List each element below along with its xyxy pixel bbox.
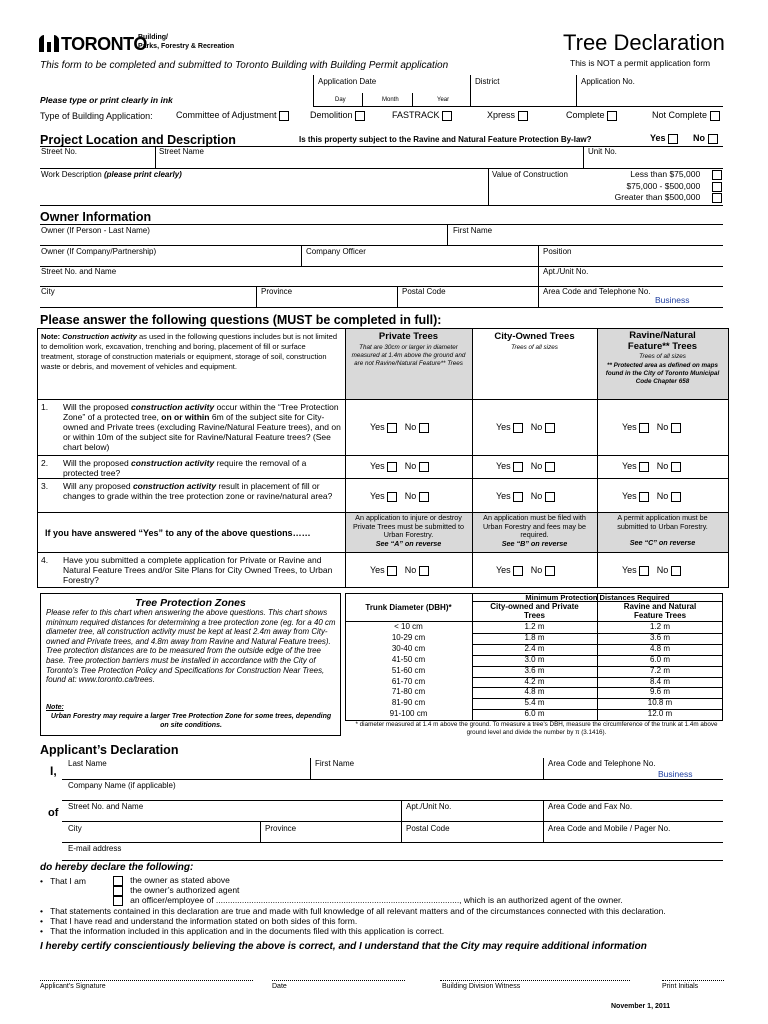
opt-officer [113, 895, 623, 906]
bullet-4: • That the information included in this application and in the documents filed with this application is correct. [40, 926, 445, 936]
ravine-yes-checkbox[interactable] [668, 134, 678, 144]
q2-number: 2. [41, 458, 49, 468]
applicant-first-name-label: First Name [315, 759, 355, 768]
city-distance-cell: 6.0 m [524, 709, 545, 719]
form-subtitle: This form to be completed and submitted to Toronto Building with Building Permit application [40, 60, 449, 71]
owner-province-label: Province [261, 287, 293, 296]
q4-number: 4. [41, 555, 49, 565]
q2-b: construction activity [131, 458, 215, 468]
opt-committee-label: Committee of Adjustment [176, 110, 277, 120]
city-distance-cell: 5.4 m [524, 698, 545, 708]
ravine-question: Is this property subject to the Ravine and Natural Feature Protection By-law? [299, 135, 592, 144]
q4-city-no-checkbox[interactable] [545, 566, 555, 576]
q3-city-yn [496, 491, 555, 502]
answer-private-see: See “A” on reverse [375, 538, 442, 548]
opt-fastrack[interactable] [392, 110, 452, 121]
q1-ravine-yn [622, 422, 681, 433]
col-private-title: Private Trees [378, 331, 439, 342]
ravine-distance-cell: 10.8 m [647, 698, 673, 708]
ravine-col-header: Ravine and Natural Feature Trees [623, 602, 697, 620]
q2-city-no-checkbox[interactable] [545, 462, 555, 472]
no-label: No [530, 422, 543, 432]
q1-ravine-no-checkbox[interactable] [671, 423, 681, 433]
initials-label: Print Initials [662, 983, 699, 990]
yes-label: Yes [622, 422, 637, 432]
ravine-no-checkbox[interactable] [708, 134, 718, 144]
no-label: No [656, 461, 669, 471]
trunk-diameter-cell: 91-100 cm [389, 709, 428, 719]
signature-label: Applicant’s Signature [40, 983, 106, 990]
toronto-logo [38, 33, 147, 55]
statement-2: That statements contained in this declaration are true and made with full knowledge of all relevant matters and of the circumstances connected with this declaration. [50, 906, 666, 916]
city-distance-cell: 2.4 m [524, 643, 545, 653]
q3-b: construction activity [132, 481, 217, 491]
min-distances-header: Minimum Protection Distances Required [525, 593, 670, 602]
q1-city-yes-checkbox[interactable] [513, 423, 523, 433]
not-permit-note: This is NOT a permit application form [570, 58, 711, 68]
q1-b: construction activity [131, 402, 215, 412]
no-label: No [404, 565, 417, 575]
applicant-i: I, [50, 764, 57, 778]
trunk-diameter-cell: 10-29 cm [391, 632, 426, 642]
note-label: Note: [41, 332, 61, 341]
q4-text: Have you submitted a complete application for Private or Ravine and Natural Feature Trees and/or Site Plans for City Owned Trees, to Urban Forestry? [63, 555, 333, 585]
xpress-checkbox[interactable] [518, 111, 528, 121]
applicant-mobile-label: Area Code and Mobile / Pager No. [548, 824, 671, 833]
trunk-diameter-cell: 81-90 cm [391, 698, 426, 708]
ravine-distance-cell: 1.2 m [649, 622, 670, 631]
work-desc-label [41, 170, 182, 179]
applicant-company-label: Company Name (if applicable) [68, 781, 176, 790]
opt-xpress-label: Xpress [487, 110, 516, 120]
no-label: No [656, 565, 669, 575]
no-label: No [404, 491, 417, 501]
yes-label: Yes [622, 491, 637, 501]
q4-private-yes-checkbox[interactable] [387, 566, 397, 576]
owner-postal-label: Postal Code [402, 287, 446, 296]
city-distance-cell: 4.8 m [524, 687, 545, 697]
complete-checkbox[interactable] [607, 111, 617, 121]
bullet-3: • That I have read and understand the information stated on both sides of this form. [40, 916, 358, 926]
bullet-1: • That I am [40, 876, 86, 886]
construction-note [41, 332, 339, 372]
if-yes-text: If you have answered “Yes” to any of the above questions…… [45, 528, 311, 538]
applicant-last-name-label: Last Name [68, 759, 107, 768]
applicant-postal-label: Postal Code [406, 824, 450, 833]
certify-statement: I hereby certify conscientiously believing the above is correct, and I understand that the City may require additional information [40, 941, 647, 952]
ravine-no[interactable] [693, 133, 718, 144]
page-title: Tree Declaration [563, 30, 725, 55]
q4-ravine-no-checkbox[interactable] [671, 566, 681, 576]
declare-heading: do hereby declare the following: [40, 862, 194, 873]
answer-ravine-see: See “C” on reverse [629, 538, 696, 547]
q4-city-yes-checkbox[interactable] [513, 566, 523, 576]
yes-label: Yes [622, 565, 637, 575]
opt-xpress[interactable] [487, 110, 528, 121]
applicant-business-label: Business [658, 769, 693, 779]
q1-number: 1. [41, 402, 49, 412]
yes-label: Yes [370, 565, 385, 575]
answer-private [346, 514, 471, 548]
zones-body: Please refer to this chart when answering the above questions. This chart shows minimum required distances for determining a tree protection zone (eg. for a 40 cm diameter tree, all construction activity must be kept at least 2.4m away from City-owned and Private trees, and 4.8m away from Ravine and Natural Feature trees). Tree protection distances are to be measured from the outside edge of the tree base. Tree protection barriers must be installed in accordance with the City of Toronto’s Tree Protection Policy and Specifications for Construction Near Trees, found at: www.toronto.ca/trees. [46, 608, 336, 685]
applicant-email-label: E-mail address [68, 844, 122, 853]
value-lt75-label: Less than $75,000 [630, 169, 701, 179]
applicant-street-label: Street No. and Name [68, 802, 144, 811]
no-label: No [530, 461, 543, 471]
opt-officer-label: an officer/employee of ......................................................................................................., which is an authorized agent of the owner. [130, 895, 623, 905]
city-distance-cell: 1.2 m [524, 622, 545, 631]
value-75-500-label: $75,000 - $500,000 [626, 181, 701, 191]
applicant-city-label: City [68, 824, 82, 833]
value-gt500-checkbox[interactable] [712, 193, 722, 203]
trunk-diameter-cell: 51-60 cm [391, 665, 426, 675]
ravine-distance-cell: 8.4 m [649, 676, 670, 686]
logo-wordmark: TORONTO [61, 34, 147, 54]
yes-label: Yes [496, 422, 511, 432]
witness-label: Building Division Witness [442, 983, 521, 990]
statement-3: That I have read and understand the information stated on both sides of this form. [50, 916, 358, 926]
col-private-sub: That are 30cm or larger in diameter measured at 1.4m above the ground and are not Ravine/Natural Feature** Trees [351, 344, 466, 367]
print-note: Please type or print clearly in ink [40, 95, 173, 105]
no-label: No [530, 565, 543, 575]
application-no-label: Application No. [581, 77, 635, 86]
value-gt500-label: Greater than $500,000 [614, 192, 701, 202]
note-text: as used in the following questions includes but is not limited to demolition work, excavation, trenching and boring, placement of fill or surface treatment, storage of construction materials or equipment, storage of soil, construction waste or debris, and movement of vehicles and equipment. [41, 332, 337, 371]
q2-ravine-no-checkbox[interactable] [671, 462, 681, 472]
city-distance-cell: 3.6 m [524, 665, 545, 675]
yes-label: Yes [496, 491, 511, 501]
q4-private-yn [370, 565, 429, 576]
q3-a: Will any proposed [63, 481, 131, 491]
district-label: District [475, 77, 500, 86]
city-distance-cell: 4.2 m [524, 676, 545, 686]
distance-footnote: * diameter measured at 1.4 m above the ground. To measure a tree’s DBH, measure the circumference of the trunk at 1.4m above ground level and divide the number by π (3.1416). [355, 721, 718, 736]
q3-city-no-checkbox[interactable] [545, 492, 555, 502]
q2-city-yn [496, 461, 555, 472]
q1-ravine-yes-checkbox[interactable] [639, 423, 649, 433]
q2-a: Will the proposed [63, 458, 129, 468]
col-ravine-title: Ravine/Natural Feature** Trees [627, 330, 698, 352]
q1-e: 6m of the subject site for City-owned and Private trees (excluding Ravine/Natural Feature trees), and on or within 10m of the subject site for Ravine/Natural Feature trees? (See chart below) [63, 412, 341, 452]
q1-text [63, 402, 341, 452]
q3-number: 3. [41, 481, 49, 491]
q3-ravine-yn [622, 491, 681, 502]
date-label: Date [272, 983, 287, 990]
col-city-sub: Trees of all sizes [511, 344, 558, 351]
ravine-yes[interactable] [650, 133, 678, 144]
opt-committee[interactable] [176, 110, 289, 121]
that-i-am: That I am [50, 876, 86, 886]
value-gt500[interactable] [615, 192, 722, 203]
applicant-phone-label: Area Code and Telephone No. [548, 759, 656, 768]
footer-date: November 1, 2011 [611, 1003, 671, 1010]
zones-note: Urban Forestry may require a larger Tree Protection Zone for some trees, depending on site conditions. [50, 713, 332, 729]
no-label: No [404, 461, 417, 471]
no-label: No [404, 422, 417, 432]
committee-checkbox[interactable] [279, 111, 289, 121]
yes-label: Yes [370, 461, 385, 471]
opt-demolition[interactable] [310, 110, 365, 121]
q3-city-yes-checkbox[interactable] [513, 492, 523, 502]
col-ravine-sub: Trees of all sizes [639, 353, 686, 360]
ravine-yes-label: Yes [650, 133, 666, 143]
officer-checkbox[interactable] [113, 896, 123, 906]
trunk-diameter-cell: 61-70 cm [391, 676, 426, 686]
q3-private-yn [370, 491, 429, 502]
date-month-label: Month [382, 97, 399, 103]
answer-city [473, 514, 596, 548]
unit-no-label: Unit No. [588, 147, 617, 156]
ravine-distance-cell: 7.2 m [649, 665, 670, 675]
opt-agent-label: the owner’s authorized agent [130, 885, 240, 895]
demolition-checkbox[interactable] [355, 111, 365, 121]
city-distance-cell: 3.0 m [524, 654, 545, 664]
answer-ravine-text: A permit application must be submitted to Urban Forestry. [617, 513, 708, 531]
q1-private-no-checkbox[interactable] [419, 423, 429, 433]
ravine-distance-cell: 12.0 m [647, 709, 673, 719]
application-date-label: Application Date [318, 77, 377, 86]
ravine-distance-cell: 3.6 m [649, 632, 670, 642]
q1-d: on or within [161, 412, 210, 422]
value-75-500[interactable] [626, 181, 722, 192]
opt-complete-label: Complete [566, 110, 605, 120]
applicant-of: of [48, 807, 59, 819]
bullet-2: • That statements contained in this declaration are true and made with full knowledge of all relevant matters and of the circumstances connected with this declaration. [40, 906, 666, 916]
date-year-label: Year [437, 97, 450, 103]
no-label: No [656, 422, 669, 432]
owner-street-label: Street No. and Name [41, 267, 117, 276]
applicant-fax-label: Area Code and Fax No. [548, 802, 633, 811]
q1-a: Will the proposed [63, 402, 129, 412]
yes-label: Yes [370, 491, 385, 501]
value-lt75[interactable] [630, 169, 722, 180]
trunk-col-header: Trunk Diameter (DBH)* [365, 603, 452, 612]
answer-ravine [598, 514, 727, 548]
q1-city-no-checkbox[interactable] [545, 423, 555, 433]
division-name [138, 33, 234, 51]
city-col-header: City-owned and Private Trees [490, 602, 579, 620]
q2-text [63, 458, 341, 478]
trunk-diameter-cell: 71-80 cm [391, 687, 426, 697]
q3-ravine-yes-checkbox[interactable] [639, 492, 649, 502]
q3-private-no-checkbox[interactable] [419, 492, 429, 502]
ravine-no-label: No [693, 133, 705, 143]
value-construction-label: Value of Construction [492, 170, 568, 179]
q1-city-yn [496, 422, 555, 433]
yes-label: Yes [496, 461, 511, 471]
city-hall-icon [38, 33, 60, 53]
trunk-diameter-cell: < 10 cm [394, 622, 423, 631]
q3-ravine-no-checkbox[interactable] [671, 492, 681, 502]
trunk-diameter-cell: 30-40 cm [391, 643, 426, 653]
ravine-distance-cell: 4.8 m [649, 643, 670, 653]
q1-private-yn [370, 422, 429, 433]
owner-first-name-label: First Name [453, 226, 493, 235]
ravine-distance-cell: 9.6 m [649, 687, 670, 697]
q4-private-no-checkbox[interactable] [419, 566, 429, 576]
trunk-diameter-cell: 41-50 cm [391, 654, 426, 664]
q2-city-yes-checkbox[interactable] [513, 462, 523, 472]
applicant-apt-label: Apt./Unit No. [406, 802, 452, 811]
opt-not-complete-label: Not Complete [652, 110, 708, 120]
project-section-title: Project Location and Description [40, 133, 236, 147]
col-city-header [473, 331, 596, 351]
q3-private-yes-checkbox[interactable] [387, 492, 397, 502]
division-line2: Parks, Forestry & Recreation [138, 43, 235, 50]
owner-apt-label: Apt./Unit No. [543, 267, 589, 276]
yes-label: Yes [370, 422, 385, 432]
col-ravine-header [598, 330, 727, 386]
note-term: Construction activity [62, 332, 137, 341]
opt-owner-label: the owner as stated above [130, 875, 230, 885]
col-private-header [346, 331, 471, 368]
work-desc-note: (please print clearly) [104, 170, 182, 179]
street-no-label: Street No. [41, 147, 78, 156]
fastrack-checkbox[interactable] [442, 111, 452, 121]
q3-c: result in placement of fill or changes to grade within the tree protection zone or ravine/natural area? [63, 481, 333, 501]
q4-ravine-yn [622, 565, 681, 576]
opt-not-complete[interactable] [652, 110, 720, 121]
not-complete-checkbox[interactable] [710, 111, 720, 121]
owner-business-label: Business [655, 295, 690, 305]
col-ravine-note: ** Protected area as defined on maps found in the City of Toronto Municipal Code Chapter 658 [605, 362, 720, 385]
zones-title: Tree Protection Zones [135, 597, 246, 609]
q1-private-yes-checkbox[interactable] [387, 423, 397, 433]
applicant-province-label: Province [265, 824, 297, 833]
opt-fastrack-label: FASTRACK [392, 110, 440, 120]
col-city-title: City-Owned Trees [494, 331, 575, 342]
value-lt75-checkbox[interactable] [712, 170, 722, 180]
q2-ravine-yn [622, 461, 681, 472]
company-officer-label: Company Officer [306, 247, 366, 256]
yes-label: Yes [622, 461, 637, 471]
q2-private-yes-checkbox[interactable] [387, 462, 397, 472]
building-app-label: Type of Building Application: [40, 111, 153, 121]
answer-city-see: See “B” on reverse [501, 538, 568, 548]
applicant-section-title: Applicant’s Declaration [40, 743, 179, 757]
q4-city-yn [496, 565, 555, 576]
q1-c: occur within the “Tree Protection Zone” of a protected tree, [63, 402, 339, 422]
work-desc-text: Work Description [41, 170, 102, 179]
q2-private-yn [370, 461, 429, 472]
city-distance-cell: 1.8 m [524, 632, 545, 642]
answer-private-text: An application to injure or destroy Private Trees must be submitted to Urban Forestry. [352, 513, 465, 539]
opt-demolition-label: Demolition [310, 110, 353, 120]
owner-company-label: Owner (If Company/Partnership) [41, 247, 157, 256]
owner-city-label: City [41, 287, 55, 296]
street-name-label: Street Name [159, 147, 204, 156]
q2-ravine-yes-checkbox[interactable] [639, 462, 649, 472]
q3-text [63, 481, 341, 501]
statement-4: That the information included in this application and in the documents filed with this application is correct. [50, 926, 445, 936]
q2-c: require the removal of a protected tree? [63, 458, 307, 478]
no-label: No [656, 491, 669, 501]
owner-section-title: Owner Information [40, 210, 152, 224]
owner-phone-label: Area Code and Telephone No. [543, 287, 651, 296]
q4-ravine-yes-checkbox[interactable] [639, 566, 649, 576]
no-label: No [530, 491, 543, 501]
opt-complete[interactable] [566, 110, 617, 121]
ravine-distance-cell: 6.0 m [649, 654, 670, 664]
value-75-500-checkbox[interactable] [712, 182, 722, 192]
yes-label: Yes [496, 565, 511, 575]
questions-title: Please answer the following questions (MUST be completed in full): [40, 313, 442, 327]
q2-private-no-checkbox[interactable] [419, 462, 429, 472]
position-label: Position [543, 247, 572, 256]
date-day-label: Day [335, 97, 346, 103]
owner-person-label: Owner (If Person - Last Name) [41, 226, 150, 235]
answer-city-text: An application must be filed with Urban Forestry and fees may be required. [482, 513, 587, 539]
division-line1: Building/ [138, 34, 168, 41]
zones-note-label: Note: [46, 704, 64, 711]
